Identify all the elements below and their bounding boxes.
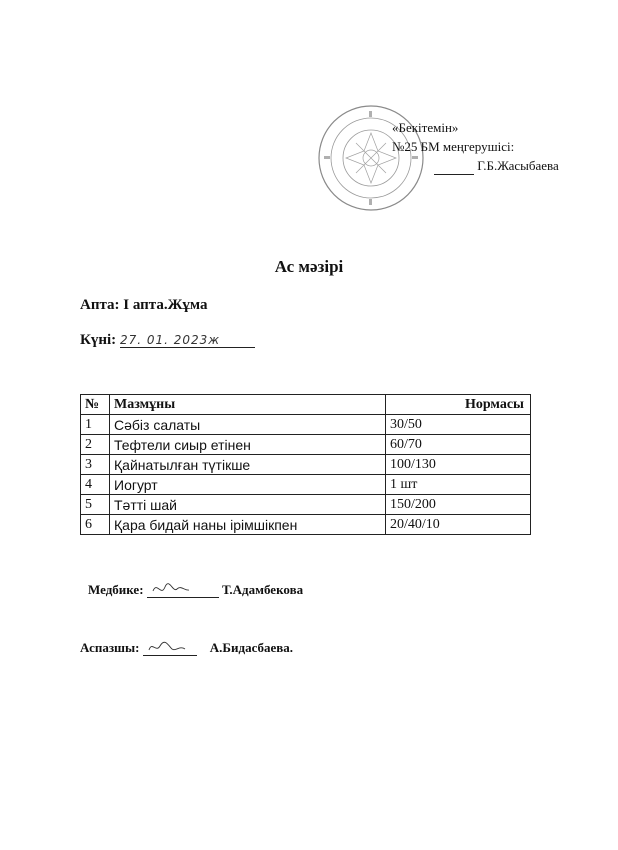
nurse-label: Медбике: bbox=[88, 582, 144, 597]
cell-norm: 60/70 bbox=[386, 435, 531, 455]
approval-name-text: Г.Б.Жасыбаева bbox=[477, 158, 559, 173]
date-label: Күні: bbox=[80, 332, 117, 348]
col-header-name: Мазмұны bbox=[110, 395, 386, 415]
cell-name: Қара бидай наны ірімшікпен bbox=[110, 515, 386, 535]
approval-block bbox=[392, 118, 559, 175]
page-title: Ас мәзірі bbox=[274, 257, 344, 276]
cook-signature bbox=[143, 639, 197, 656]
date-line bbox=[80, 332, 255, 349]
cell-name: Тефтели сиыр етінен bbox=[110, 435, 386, 455]
cell-norm: 20/40/10 bbox=[386, 515, 531, 535]
table-row bbox=[81, 455, 531, 475]
approval-name bbox=[434, 156, 559, 175]
approval-signature bbox=[434, 160, 474, 175]
table-row bbox=[81, 415, 531, 435]
cell-norm: 100/130 bbox=[386, 455, 531, 475]
table-header-row bbox=[81, 395, 531, 415]
table-row bbox=[81, 475, 531, 495]
cook-name: А.Бидасбаева. bbox=[209, 640, 294, 655]
cell-name: Сәбіз салаты bbox=[110, 415, 386, 435]
nurse-name: Т.Адамбекова bbox=[222, 582, 304, 597]
date-value: 27. 01. 2023ж bbox=[120, 333, 255, 348]
week-line: Апта: I апта.Жұма bbox=[80, 297, 208, 313]
col-header-norm: Нормасы bbox=[386, 395, 531, 415]
nurse-signature bbox=[147, 581, 219, 598]
cell-name: Қайнатылған түтікше bbox=[110, 455, 386, 475]
table-row bbox=[81, 435, 531, 455]
menu-table bbox=[80, 394, 531, 535]
col-header-no: № bbox=[81, 395, 110, 415]
cell-no: 6 bbox=[81, 515, 110, 535]
cell-no: 3 bbox=[81, 455, 110, 475]
table-row bbox=[81, 495, 531, 515]
cell-no: 5 bbox=[81, 495, 110, 515]
cell-norm: 30/50 bbox=[386, 415, 531, 435]
approval-position: №25 БМ меңгерушісі: bbox=[392, 139, 515, 154]
cell-name: Тәтті шай bbox=[110, 495, 386, 515]
cell-no: 4 bbox=[81, 475, 110, 495]
cell-norm: 1 шт bbox=[386, 475, 531, 495]
cell-name: Иогурт bbox=[110, 475, 386, 495]
approval-heading: «Бекітемін» bbox=[392, 120, 459, 135]
cook-signature-line bbox=[80, 639, 293, 656]
cell-no: 2 bbox=[81, 435, 110, 455]
cell-norm: 150/200 bbox=[386, 495, 531, 515]
nurse-signature-line bbox=[88, 581, 303, 598]
cell-no: 1 bbox=[81, 415, 110, 435]
cook-label: Аспазшы: bbox=[80, 640, 140, 655]
table-row bbox=[81, 515, 531, 535]
